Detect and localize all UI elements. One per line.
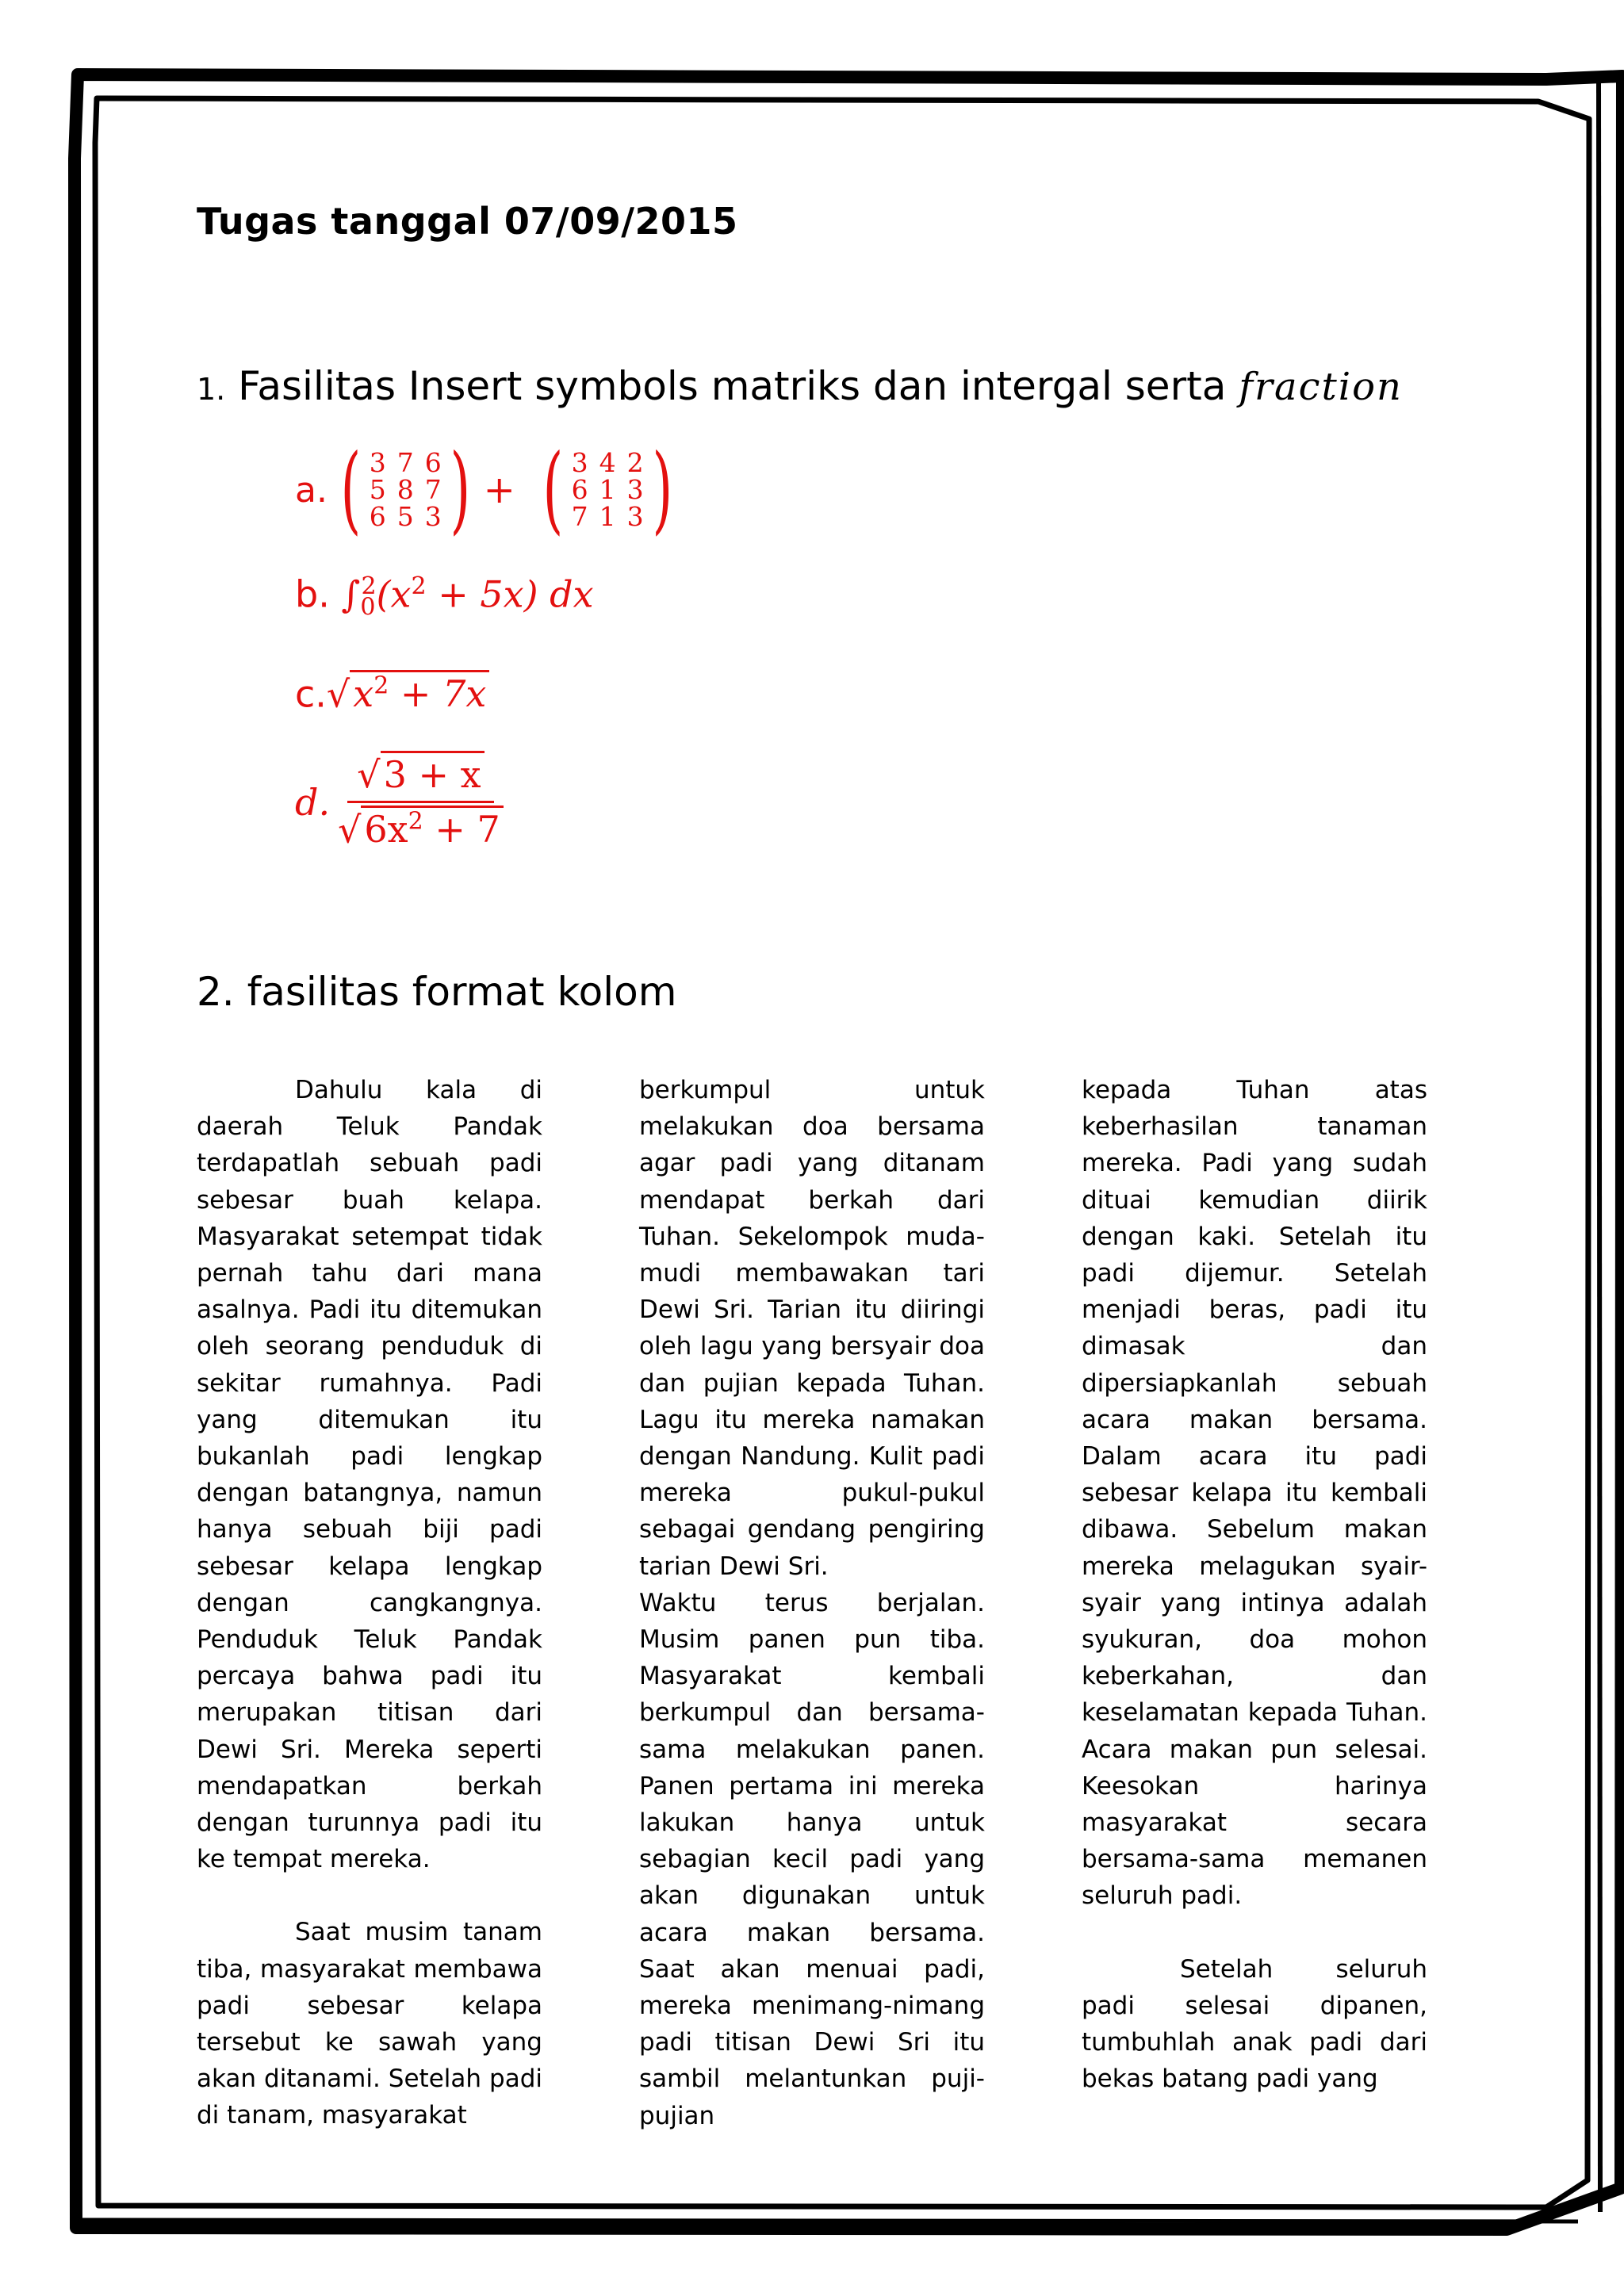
denominator-exp: 2 [408,808,423,836]
matrix-cell: 5 [396,501,414,532]
integral-upper: 2 [361,572,377,600]
matrix-cell: 6 [571,474,588,505]
math-b-label: b. [295,572,330,616]
plus-sign: + [483,468,515,512]
matrix-cell: 7 [424,474,442,505]
matrix-cell: 6 [369,501,386,532]
column-paragraph: Waktu terus berjalan. Musim panen pun tiba. Masyarakat kembali berkumpul dan bersama-sama melakukan panen. Panen pertama ini mereka lakukan hanya untuk sebagian kecil padi yang akan digunakan untuk acara makan bersama. Saat akan menuai padi, mereka menimang-nimang padi titisan Dewi Sri itu sambil melantunkan puji-pujian [639,1588,985,2130]
sqrt-exp: 2 [373,672,389,700]
text-column-3 [1082,1072,1427,2133]
question-1-italic: fraction [1239,365,1403,409]
matrix-cell: 5 [369,474,386,505]
numerator-radicand: 3 + x [381,751,485,796]
math-c-label: c. [295,672,327,716]
sqrt-rest: + 7x [389,672,487,716]
sqrt-icon: √ [357,753,381,796]
denominator-rest: + 7 [423,808,500,851]
math-b-integral [295,572,594,622]
question-1 [197,363,1403,409]
column-paragraph: berkumpul untuk melakukan doa bersama agar padi yang ditanam mendapat berkah dari Tuhan. Sekelompok muda-mudi membawakan tari Dewi Sri. Tarian itu diiringi oleh lagu yang bersyair doa dan pujian kepada Tuhan. Lagu itu mereka namakan dengan Nandung. Kulit padi mereka pukul-pukul sebagai gendang pengiring tarian Dewi Sri. [639,1076,985,1581]
fraction-numerator [347,753,493,803]
fraction [338,753,504,851]
matrix-cell: 8 [396,474,414,505]
page-title: Tugas tanggal 07/09/2015 [197,200,738,243]
math-c-sqrt [295,672,489,715]
integrand-open: (x [376,572,412,616]
integral-lower: 0 [360,593,376,622]
matrix-cell: 3 [626,501,644,532]
denominator-radicand [361,806,503,851]
matrix-cell: 3 [424,501,442,532]
matrix-1-grid [369,447,442,532]
column-paragraph: Saat musim tanam tiba, masyarakat membawa padi sebesar kelapa tersebut ke sawah yang akan ditanami. Setelah padi di tanam, masyarakat [197,1918,542,2130]
denominator-base: 6x [364,808,408,851]
matrix-cell: 3 [571,447,588,478]
question-2-heading: 2. fasilitas format kolom [197,969,677,1015]
integrand-rest: + 5x) dx [426,572,594,616]
sqrt-icon: √ [326,672,350,716]
fraction-denominator [338,803,504,851]
column-paragraph: Dahulu kala di daerah Teluk Pandak terdapatlah sebuah padi sebesar buah kelapa. Masyarakat setempat tidak pernah tahu dari mana asalnya. Padi itu ditemukan oleh seorang penduduk di sekitar rumahnya. Padi yang ditemukan itu bukanlah padi lengkap dengan batangnya, namun hanya sebuah biji padi sebesar kelapa lengkap dengan cangkangnya. Penduduk Teluk Pandak percaya bahwa padi itu merupakan titisan dari Dewi Sri. Mereka seperti mendapatkan berkah dengan turunnya padi itu ke tempat mereka. [197,1076,542,1874]
matrix-cell: 2 [626,447,644,478]
matrix-cell: 1 [599,474,616,505]
matrix-2: ( 3 4 2 6 1 3 7 1 3 ) [542,434,672,545]
sqrt-base: x [353,672,374,716]
column-paragraph: kepada Tuhan atas keberhasilan tanaman mereka. Padi yang sudah dituai kemudian diirik dengan kaki. Setelah itu padi dijemur. Setelah menjadi beras, padi itu dimasak dan dipersiapkanlah sebuah acara makan bersama. Dalam acara itu padi sebesar kelapa itu kembali dibawa. Sebelum makan mereka melagukan syair-syair yang intinya adalah syukuran, doa mohon keberkahan, dan keselamatan kepada Tuhan. Acara makan pun selesai. Keesokan harinya masyarakat secara bersama-sama memanen seluruh padi. [1082,1076,1427,1911]
column-paragraph: Setelah seluruh padi selesai dipanen, tumbuhlah anak padi dari bekas batang padi yang [1082,1954,1427,2094]
question-1-number: 1. [197,372,226,407]
math-a-matrices [295,434,680,545]
math-d-fraction [295,753,504,851]
question-1-text: Fasilitas Insert symbols matriks dan intergal serta [238,363,1227,409]
integrand-exp: 2 [411,572,427,600]
text-column-1 [197,1072,542,2171]
sqrt-icon: √ [338,808,362,851]
matrix-cell: 7 [571,501,588,532]
matrix-cell: 3 [626,474,644,505]
text-column-2 [639,1072,985,2171]
matrix-cell: 4 [599,447,616,478]
matrix-2-grid [571,447,644,532]
sqrt-radicand [350,670,489,715]
math-a-label: a. [295,469,327,511]
matrix-cell: 3 [369,447,386,478]
matrix-1: ( 3 7 6 5 8 7 6 5 3 ) [340,434,471,545]
matrix-cell: 1 [599,501,616,532]
matrix-cell: 7 [396,447,414,478]
math-d-label: d. [295,780,331,824]
matrix-cell: 6 [424,447,442,478]
integral-sign: ∫ [341,572,361,616]
